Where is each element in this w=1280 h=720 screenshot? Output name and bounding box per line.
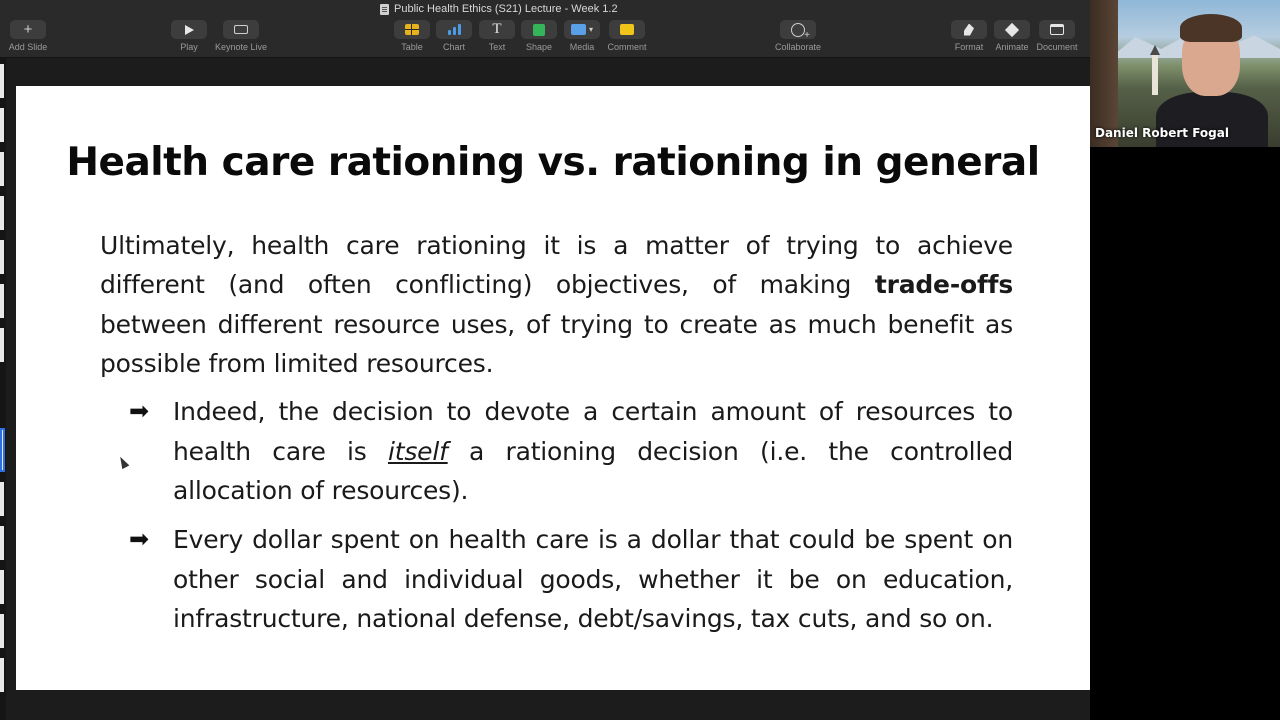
slide-thumbnail[interactable] [0, 570, 4, 604]
slide-thumbnail[interactable] [0, 658, 4, 692]
document-icon [1039, 20, 1075, 39]
slide-navigator[interactable] [0, 58, 6, 720]
play-icon [171, 20, 207, 39]
add-slide-label: Add Slide [8, 42, 48, 52]
background-curtain [1090, 0, 1118, 147]
slide-thumbnail[interactable] [0, 152, 4, 186]
keynote-live-button[interactable] [211, 20, 271, 52]
slide-thumbnail[interactable] [0, 614, 4, 648]
slide-canvas[interactable] [16, 86, 1090, 690]
plus-icon: + [10, 20, 46, 39]
slide-thumbnail[interactable] [0, 64, 4, 98]
slide-title[interactable]: Health care rationing vs. rationing in general [66, 140, 1040, 185]
bullet-item[interactable] [129, 392, 1013, 511]
document-file-icon [380, 4, 389, 15]
slide-body-paragraph[interactable] [100, 226, 1013, 383]
bullet-text: Indeed, the decision to devote a certain amount of resources to health care is itself a rationing decision (i.e. the controlled allocation of resources). [173, 397, 1014, 505]
participant-name: Daniel Robert Fogal [1095, 126, 1229, 140]
document-title-text: Public Health Ethics (S21) Lecture - Week 1.2 [394, 3, 618, 15]
animate-diamond-icon [994, 20, 1030, 39]
keynote-live-label: Keynote Live [214, 42, 268, 52]
chart-label: Chart [442, 42, 465, 52]
comment-label: Comment [607, 42, 647, 52]
slide-thumbnail[interactable] [0, 196, 4, 230]
media-label: Media [569, 42, 595, 52]
slide-thumbnail[interactable] [0, 284, 4, 318]
document-button[interactable] [1027, 20, 1087, 52]
paragraph-text: Ultimately, health care rationing it is a matter of trying to achieve different (and often conflicting) objectives, of making [100, 231, 1013, 300]
comment-button[interactable] [597, 20, 657, 52]
table-label: Table [401, 42, 423, 52]
background-church-steeple [1152, 55, 1158, 95]
keynote-live-icon [223, 20, 259, 39]
paragraph-bold-term: trade-offs [874, 270, 1013, 300]
bullet-item[interactable] [129, 520, 1013, 639]
slide-thumbnail[interactable] [0, 328, 4, 362]
media-icon: ▾ [564, 20, 600, 39]
text-icon: T [479, 20, 515, 39]
right-arrow-bullet-icon: ➡ [129, 397, 149, 425]
right-arrow-bullet-icon: ➡ [129, 525, 149, 553]
play-label: Play [180, 42, 198, 52]
collaborate-icon [780, 20, 816, 39]
text-label: Text [488, 42, 506, 52]
participant-video-panel [1090, 0, 1280, 720]
comment-icon [609, 20, 645, 39]
participant-video [1090, 0, 1280, 147]
collaborate-button[interactable] [768, 20, 828, 52]
speaker-hair [1180, 14, 1242, 42]
collaborate-label: Collaborate [774, 42, 822, 52]
slide-thumbnail[interactable] [0, 108, 4, 142]
toolbar [0, 0, 1090, 58]
animate-label: Animate [995, 42, 1029, 52]
document-title [380, 2, 618, 16]
add-slide-button[interactable] [0, 20, 58, 52]
slide-thumbnail[interactable] [0, 240, 4, 274]
document-label: Document [1036, 42, 1078, 52]
slide-thumbnail-selected[interactable] [0, 428, 5, 472]
emphasis-text: itself [387, 436, 448, 466]
shape-label: Shape [525, 42, 553, 52]
format-label: Format [954, 42, 984, 52]
bullet-text: Every dollar spent on health care is a dollar that could be spent on other social and individual goods, whether it be on education, infrastructure, national defense, debt/savings, tax cuts, and so on. [173, 525, 1013, 633]
paragraph-text-end: between different resource uses, of trying to create as much benefit as possible from limited resources. [100, 309, 1013, 378]
slide-thumbnail[interactable] [0, 526, 4, 560]
slide-thumbnail[interactable] [0, 482, 4, 516]
play-button[interactable] [159, 20, 219, 52]
